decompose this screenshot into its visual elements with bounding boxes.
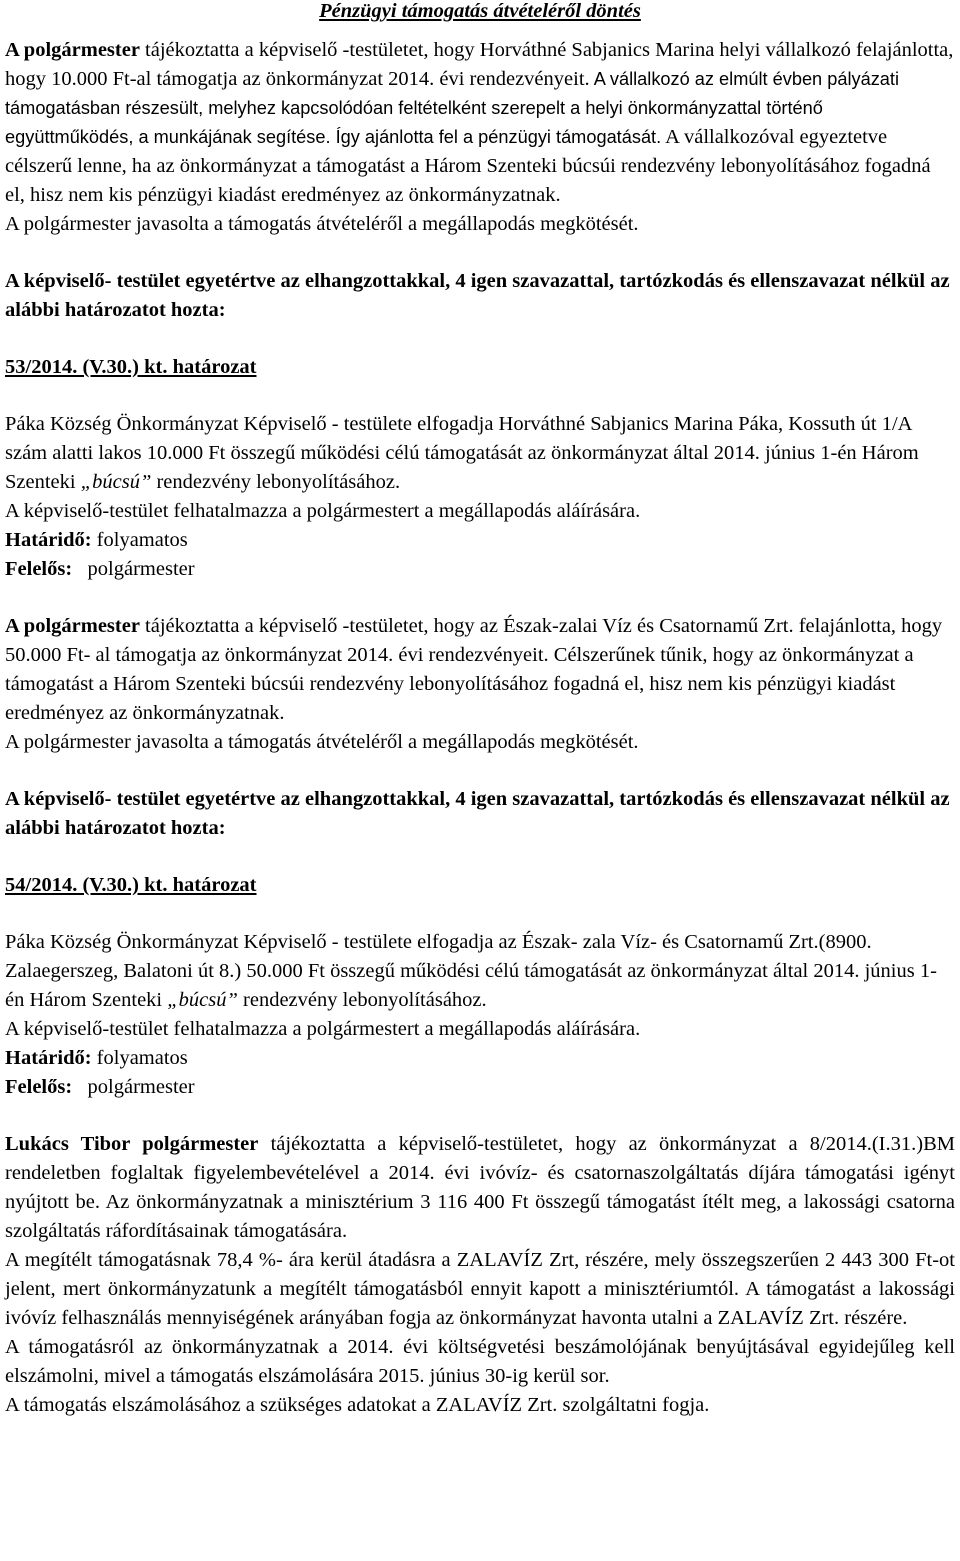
section1-resolution-italic: „búcsú” <box>80 471 152 493</box>
section2-resolution-number: 54/2014. (V.30.) kt. határozat <box>5 874 257 896</box>
section2-authorization: A képviselő-testület felhatalmazza a polgármestert a megállapodás aláírására. <box>5 1018 641 1040</box>
section3-paragraph-1-text: tájékoztatta a képviselő-testületet, hogy az önkormányzat a 8/2014.(I.31.)BM rendeletben foglaltak figyelembevételével a 2014. évi ivóvíz- és csatornaszolgáltatás díjára támogatási igényt nyújtott be. Az önkormányzatnak a minisztérium 3 116 400 Ft összegű támogatást ítélt meg, a lakossági csatorna szolgáltatás ráfordításainak támogatására. <box>5 1133 955 1242</box>
section3-paragraph-3: A támogatásról az önkormányzatnak a 2014. évi költségvetési beszámolójának benyújtásával egyidejűleg kell elszámolni, mivel a támogatás elszámolására 2015. június 30-ig kerül sor. <box>5 1336 955 1387</box>
section3-paragraph-4: A támogatás elszámolásához a szükséges adatokat a ZALAVÍZ Zrt. szolgáltatni fogja. <box>5 1394 710 1416</box>
section1-responsible <box>5 555 955 584</box>
section2-intro-paragraph <box>5 612 955 728</box>
section1-sans-text: A vállalkozó az elmúlt évben pályázati támogatásban részesült, melyhez kapcsolódóan feltételként szerepelt a helyi önkormányzattal történő együttműködés, a munkájának segítése. Így ajánlotta fel a pénzügyi támogatását. <box>5 69 900 147</box>
section1-deadline-label: Határidő: <box>5 529 92 551</box>
section2-resolution-pre: Páka Község Önkormányzat Képviselő - testülete elfogadja az Észak- zala Víz- és Csatornamű Zrt.(8900. Zalaegerszeg, Balatoni út 8.) 50.000 Ft összegű működési célú támogatását az önkormányzat által 2014. június 1-én Három Szenteki <box>5 931 937 1011</box>
section1-serif-text: A vállalkozóval egyeztetve célszerű lenne, ha az önkormányzat a támogatást a Három Szenteki búcsúi rendezvény lebonyolításához fogadná el, hisz nem kis pénzügyi kiadást eredményez az önkormányzatnak. <box>5 126 931 206</box>
section2-resolution-text <box>5 928 955 1015</box>
section1-vote: A képviselő- testület egyetértve az elhangzottakkal, 4 igen szavazattal, tartózkodás és ellenszavazat nélkül az alábbi határozatot hozta: <box>5 270 950 321</box>
section1-proposal: A polgármester javasolta a támogatás átvételéről a megállapodás megkötését. <box>5 213 639 235</box>
section2-intro-text: tájékoztatta a képviselő -testületet, hogy az Észak-zalai Víz és Csatornamű Zrt. felajánlotta, hogy 50.000 Ft- al támogatja az önkormányzat 2014. évi rendezvényeit. Célszerűnek tűnik, hogy az önkormányzat a támogatást a Három Szenteki búcsúi rendezvény lebonyolításához fogadná el, hisz nem kis pénzügyi kiadást eredményez az önkormányzatnak. <box>5 615 943 724</box>
section1-deadline-value: folyamatos <box>91 529 188 551</box>
section1-intro-text: tájékoztatta a képviselő -testületet, hogy Horváthné Sabjanics Marina helyi vállalkozó felajánlotta, hogy 10.000 Ft-al támogatja az önkormányzat 2014. évi rendezvényeit. <box>5 39 954 90</box>
section1-resolution-pre: Páka Község Önkormányzat Képviselő - testülete elfogadja Horváthné Sabjanics Marina Páka, Kossuth út 1/A szám alatti lakos 10.000 Ft összegű működési célú támogatását az önkormányzat által 2014. június 1-én Három Szenteki <box>5 413 919 493</box>
section2-responsible-label: Felelős: <box>5 1076 73 1098</box>
section2-responsible <box>5 1073 955 1102</box>
section3-intro-bold: Lukács Tibor polgármester <box>5 1133 259 1155</box>
section3-paragraph-1 <box>5 1130 955 1246</box>
section1-deadline <box>5 526 955 555</box>
document-title: Pénzügyi támogatás átvételéről döntés <box>319 0 641 22</box>
document-page <box>5 0 955 1420</box>
section1-resolution-number: 53/2014. (V.30.) kt. határozat <box>5 356 257 378</box>
section1-resolution-text <box>5 410 955 497</box>
section2-resolution-post: rendezvény lebonyolításához. <box>237 989 487 1011</box>
section3-paragraph-2: A megítélt támogatásnak 78,4 %- ára kerül átadásra a ZALAVÍZ Zrt, részére, mely összegszerűen 2 443 300 Ft-ot jelent, mert önkormányzatunk a megítélt támogatásból ennyit kapott a minisztériumtól. A támogatást a lakossági ivóvíz felhasználás mennyiségének arányában fogja az önkormányzat havonta utalni a ZALAVÍZ Zrt. részére. <box>5 1249 955 1329</box>
section1-responsible-label: Felelős: <box>5 558 73 580</box>
section2-proposal: A polgármester javasolta a támogatás átvételéről a megállapodás megkötését. <box>5 731 639 753</box>
section2-deadline-value: folyamatos <box>91 1047 188 1069</box>
section1-resolution-post: rendezvény lebonyolításához. <box>151 471 401 493</box>
section1-authorization: A képviselő-testület felhatalmazza a polgármestert a megállapodás aláírására. <box>5 500 641 522</box>
section2-responsible-value: polgármester <box>72 1076 195 1098</box>
section2-deadline <box>5 1044 955 1073</box>
section1-responsible-value: polgármester <box>72 558 195 580</box>
section1-intro-bold: A polgármester <box>5 39 140 61</box>
section2-vote: A képviselő- testület egyetértve az elhangzottakkal, 4 igen szavazattal, tartózkodás és ellenszavazat nélkül az alábbi határozatot hozta: <box>5 788 950 839</box>
section2-resolution-italic: „búcsú” <box>167 989 238 1011</box>
section2-intro-bold: A polgármester <box>5 615 140 637</box>
section1-intro-paragraph <box>5 36 955 210</box>
section2-deadline-label: Határidő: <box>5 1047 92 1069</box>
